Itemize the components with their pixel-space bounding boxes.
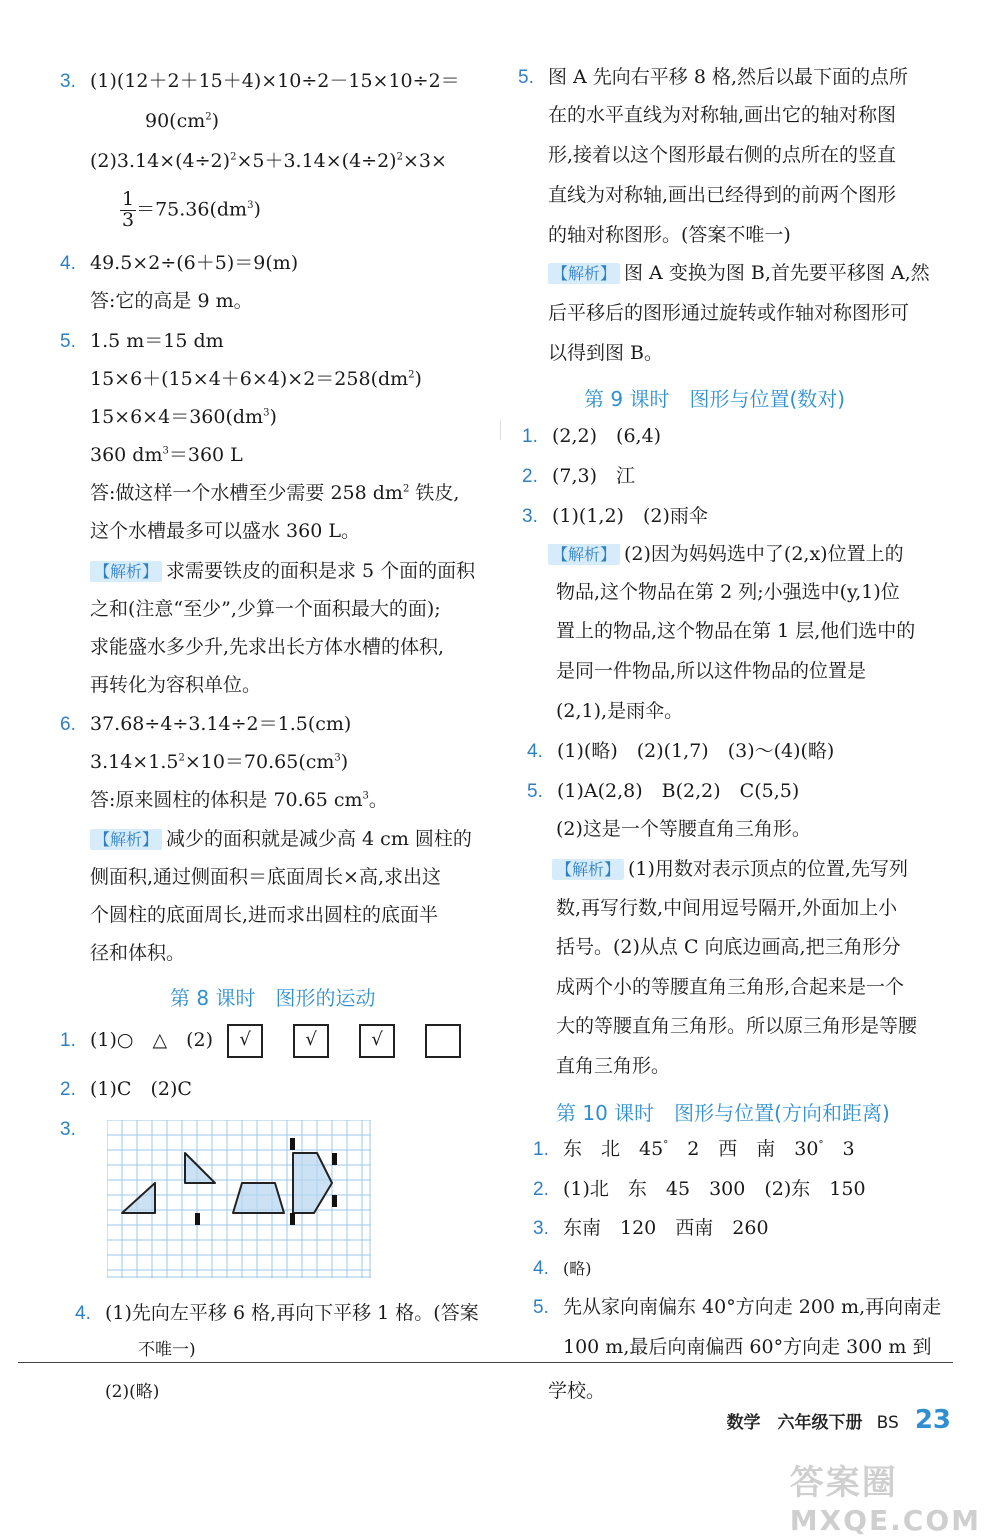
- page-number: 23: [914, 1405, 951, 1435]
- transformation-grid-figure: [107, 1120, 371, 1278]
- q4-line1: 4. 49.5×2÷(6＋5)＝9(m): [60, 252, 299, 274]
- s9-q2: 2. (7,3) 江: [522, 465, 636, 487]
- marker-mark: [195, 1213, 200, 1225]
- q6-line2: $3.14\times 1.5^2\times 10=70.65(cm^3)$: [90, 751, 349, 773]
- s9-q5-analysis-5: 大的等腰直角三角形。所以原三角形是等腰: [556, 1015, 918, 1037]
- marker-mark: [332, 1153, 337, 1165]
- s9-q1: 1. (2,2) (6,4): [522, 425, 662, 447]
- s9-analysis-2: 物品,这个物品在第 2 列;小强选中(y,1)位: [556, 581, 900, 603]
- analysis-tag: 【解析】: [90, 829, 162, 850]
- q5-line2: $15\times 6+(15\times 4+6\times 4)\times 2=258(dm^2)$: [90, 368, 422, 390]
- s8-q4-line1: 4. (1)先向左平移 6 格,再向下平移 1 格。(答案: [75, 1302, 479, 1324]
- pentagon-shape: [293, 1153, 332, 1213]
- triangle-flipped: [185, 1153, 215, 1183]
- r-q5-line5: 的轴对称图形。(答案不唯一): [548, 224, 791, 246]
- fraction-one-third: $\frac{1}{3}$: [122, 188, 135, 231]
- s8-q4-line3: (2)(略): [105, 1382, 160, 1402]
- q5-analysis-4: 再转化为容积单位。: [90, 674, 262, 696]
- section-title-lesson-8: 第 8 课时 图形的运动: [170, 986, 376, 1010]
- s8-q1: 1. (1)○ △ (2) √ √ √: [60, 1024, 461, 1058]
- s10-q3: 3. 东南 120 西南 260: [533, 1217, 769, 1239]
- q3-line4: $\frac{1}{3}$ $=75.36(dm^3)$: [122, 188, 261, 231]
- q3-line3: $(2)3.14\times(4\div 2)^2\times 5+3.14\times(4\div 2)^2\times 3\times$: [90, 150, 447, 172]
- q5-line3: $15\times 6\times 4=360(dm^3)$: [90, 406, 277, 428]
- s9-q5-analysis-2: 数,再写行数,中间用逗号隔开,外面加上小: [556, 897, 898, 919]
- q6-answer: 答:原来圆柱的体积是 70.65 $cm^3$。: [90, 789, 388, 811]
- footer-edition: BS: [876, 1413, 899, 1433]
- s8-q4-line2: 不唯一): [138, 1340, 196, 1360]
- analysis-tag: 【解析】: [548, 263, 620, 284]
- r-q5-analysis-2: 后平移后的图形通过旋转或作轴对称图形可: [548, 302, 910, 324]
- s9-analysis-5: (2,1),是雨伞。: [556, 700, 684, 722]
- analysis-tag: 【解析】: [548, 544, 620, 565]
- s9-q5-analysis-1: 【解析】 (1)用数对表示顶点的位置,先写列: [552, 858, 908, 881]
- q5-analysis-3: 求能盛水多少升,先求出长方体水槽的体积,: [90, 636, 445, 658]
- check-box-checked: √: [359, 1024, 395, 1058]
- r-q5-analysis-3: 以得到图 B。: [548, 342, 664, 364]
- s9-q5-part2: (2)这是一个等腰直角三角形。: [556, 818, 811, 840]
- r-q5-line1: 5. 图 A 先向右平移 8 格,然后以最下面的点所: [518, 66, 909, 88]
- s9-q5: 5. (1)A(2,8) B(2,2) C(5,5): [527, 780, 800, 802]
- s8-q3-number: 3.: [60, 1119, 76, 1140]
- q5-analysis-2: 之和(注意“至少”,少算一个面积最大的面);: [90, 598, 441, 620]
- q6-analysis-2: 侧面积,通过侧面积＝底面周长×高,求出这: [90, 866, 442, 888]
- check-box-empty: [425, 1024, 461, 1058]
- q6-analysis-3: 个圆柱的底面周长,进而求出圆柱的底面半: [90, 904, 439, 926]
- check-box-checked: √: [227, 1024, 263, 1058]
- s10-q2: 2. (1)北 东 45 300 (2)东 150: [533, 1178, 866, 1200]
- s8-q2: 2. (1)C (2)C: [60, 1078, 192, 1100]
- analysis-tag: 【解析】: [90, 561, 162, 582]
- s10-q4: 4. (略): [533, 1258, 592, 1279]
- triangle-left: [122, 1183, 155, 1213]
- s10-q5-line2: 100 m,最后向南偏西 60°方向走 300 m 到: [563, 1336, 932, 1358]
- marker-mark: [290, 1213, 295, 1225]
- q6-analysis-1: 【解析】 减少的面积就是减少高 4 cm 圆柱的: [90, 828, 472, 851]
- r-q5-line2: 在的水平直线为对称轴,画出它的轴对称图: [548, 104, 897, 126]
- s10-q1: 1. 东 北 45° 2 西 南 30° 3: [533, 1138, 855, 1160]
- s10-q5-line3: 学校。: [548, 1380, 606, 1402]
- column-divider: [500, 420, 501, 440]
- r-q5-analysis-1: 【解析】 图 A 变换为图 B,首先要平移图 A,然: [548, 262, 930, 285]
- marker-mark: [290, 1138, 295, 1150]
- section-title-lesson-9: 第 9 课时 图形与位置(数对): [584, 387, 846, 411]
- analysis-tag: 【解析】: [552, 859, 624, 880]
- q5-line4: 360 $dm^3=360$ L: [90, 444, 243, 466]
- s9-q5-analysis-6: 直角三角形。: [556, 1055, 671, 1077]
- r-q5-line4: 直线为对称轴,画出已经得到的前两个图形: [548, 184, 897, 206]
- q3-line2: $90(cm^2)$: [145, 110, 220, 132]
- page-footer: [727, 1405, 951, 1435]
- section-title-lesson-10: 第 10 课时 图形与位置(方向和距离): [556, 1101, 890, 1125]
- q5-answer: 答:做这样一个水槽至少需要 258 $dm^2$ 铁皮,: [90, 482, 460, 504]
- bottom-divider: [18, 1362, 953, 1363]
- q3-line1: 3. (1)(12＋2＋15＋4)×10÷2－15×10÷2＝: [60, 70, 460, 92]
- q4-answer: 答:它的高是 9 m。: [90, 290, 253, 312]
- q5-analysis-1: 【解析】 求需要铁皮的面积是求 5 个面的面积: [90, 560, 475, 583]
- trapezoid: [233, 1183, 284, 1213]
- q6-line1: 6. 37.68÷4÷3.14÷2＝1.5(cm): [60, 713, 352, 735]
- s9-analysis-4: 是同一件物品,所以这件物品的位置是: [556, 660, 867, 682]
- s9-q4: 4. (1)(略) (2)(1,7) (3)～(4)(略): [527, 740, 835, 762]
- q5-line1: 5. 1.5 m＝15 dm: [60, 330, 224, 352]
- marker-mark: [332, 1195, 337, 1207]
- s9-q5-analysis-3: 括号。(2)从点 C 向底边画高,把三角形分: [556, 936, 901, 958]
- footer-subject: 数学 六年级下册: [726, 1413, 863, 1433]
- check-box-checked: √: [293, 1024, 329, 1058]
- q6-analysis-4: 径和体积。: [90, 942, 186, 964]
- watermark: 答案圈 MXQE.COM: [789, 1463, 981, 1537]
- r-q5-line3: 形,接着以这个图形最右侧的点所在的竖直: [548, 144, 897, 166]
- s9-analysis-3: 置上的物品,这个物品在第 1 层,他们选中的: [556, 620, 916, 642]
- q5-answer-2: 这个水槽最多可以盛水 360 L。: [90, 520, 360, 542]
- s10-q5-line1: 5. 先从家向南偏东 40°方向走 200 m,再向南走: [533, 1296, 942, 1318]
- s9-q3: 3. (1)(1,2) (2)雨伞: [522, 505, 708, 527]
- s9-analysis-1: 【解析】 (2)因为妈妈选中了(2,x)位置上的: [548, 543, 904, 566]
- s9-q5-analysis-4: 成两个小的等腰直角三角形,合起来是一个: [556, 976, 905, 998]
